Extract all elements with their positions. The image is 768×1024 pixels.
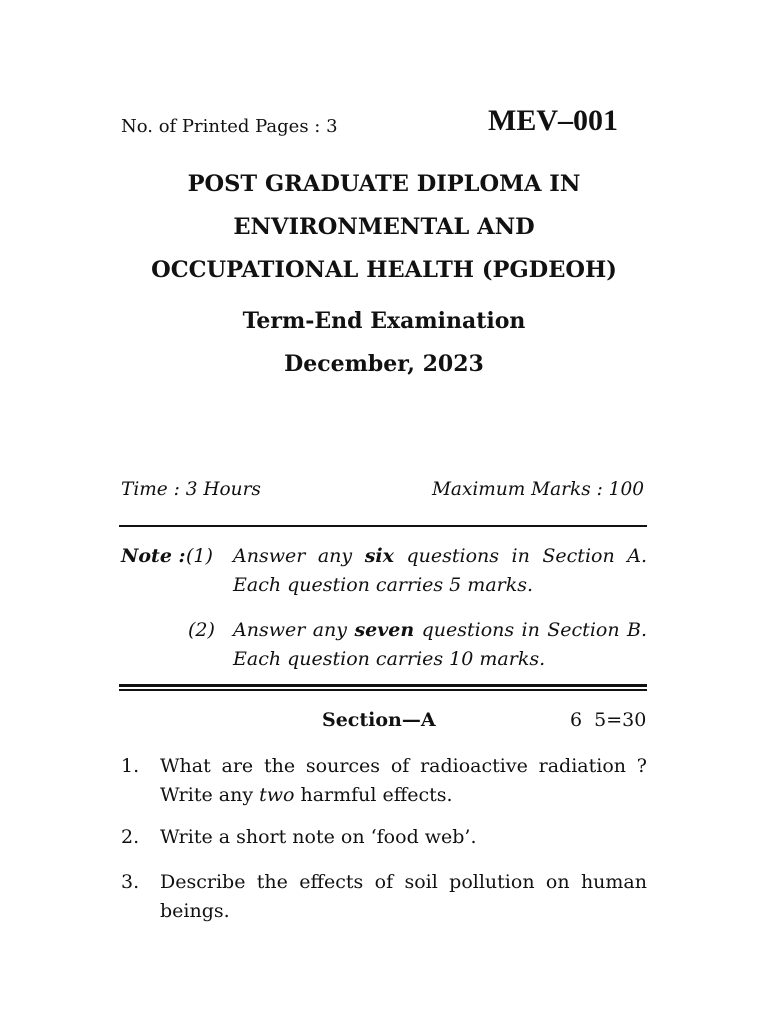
double-divider-top	[119, 684, 647, 687]
time-allowed: Time : 3 Hours	[121, 479, 261, 500]
question-number: 1.	[121, 755, 140, 777]
note-number: (2)	[188, 619, 215, 641]
note-text: Answer any six questions in Section A. Each question carries 5 marks.	[233, 545, 647, 596]
question-emphasis: two	[259, 784, 295, 806]
printed-pages: No. of Printed Pages : 3	[121, 116, 338, 137]
title-line-1: POST GRADUATE DIPLOMA IN	[187, 171, 581, 197]
title-line-2: ENVIRONMENTAL AND	[233, 214, 535, 240]
question-text: Write a short note on ‘food web’.	[160, 826, 477, 848]
divider	[119, 525, 647, 527]
exam-date: December, 2023	[284, 351, 484, 377]
note-label: Note :	[121, 545, 186, 567]
exam-title: Term-End Examination	[242, 308, 526, 334]
question-text: What are the sources of radioactive radiation ? Write any two harmful effects.	[160, 755, 647, 806]
double-divider-bottom	[119, 689, 647, 691]
question-number: 2.	[121, 826, 140, 848]
note-emphasis: six	[364, 545, 394, 567]
note-emphasis: seven	[354, 619, 415, 641]
course-code: MEV–001	[488, 104, 618, 137]
question-text: Describe the effects of soil pollution on human beings.	[160, 871, 647, 922]
title-line-3: OCCUPATIONAL HEALTH (PGDEOH)	[151, 257, 617, 283]
note-text: Answer any seven questions in Section B. Each question carries 10 marks.	[233, 619, 647, 670]
maximum-marks: Maximum Marks : 100	[431, 479, 644, 500]
note-number: (1)	[186, 545, 213, 567]
section-marks: 6 5=30	[570, 709, 647, 731]
question-number: 3.	[121, 871, 140, 893]
section-title: Section—A	[322, 709, 436, 731]
